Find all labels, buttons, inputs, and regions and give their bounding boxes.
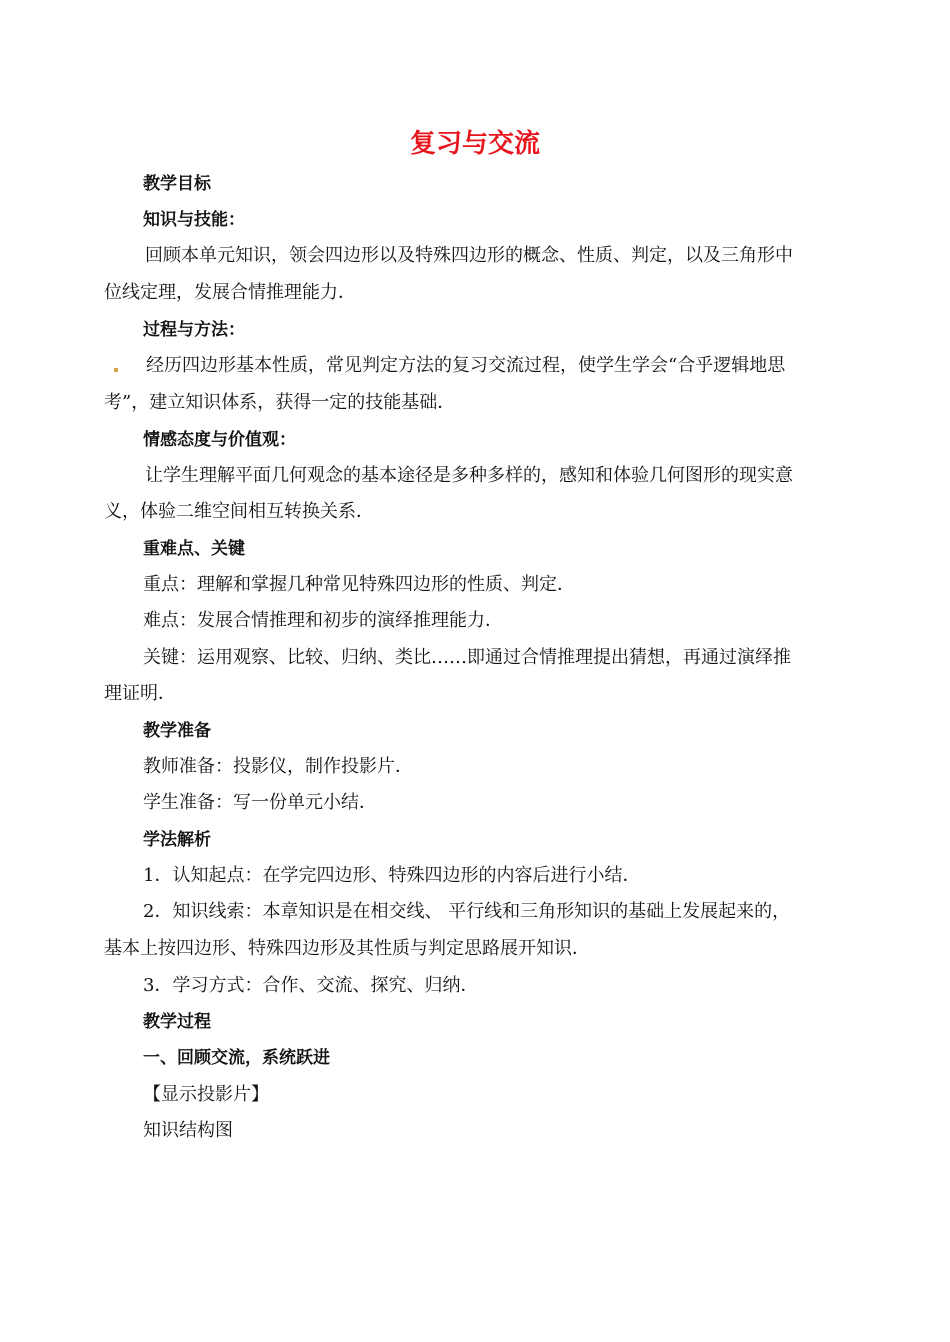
- method-item-2-line-1: 2．知识线索：本章知识是在相交线、 平行线和三角形知识的基础上发展起来的，: [143, 901, 791, 922]
- method-item-3: 3．学习方式：合作、交流、探究、归纳．: [143, 975, 479, 996]
- difficult-point: 难点：发展合情推理和初步的演绎推理能力．: [143, 610, 503, 631]
- emotion-paragraph-line-1: 让学生理解平面几何观念的基本途径是多种多样的，感知和体验几何图形的现实意: [145, 465, 793, 486]
- knowledge-paragraph-line-1: 回顾本单元知识，领会四边形以及特殊四边形的概念、性质、判定，以及三角形中: [145, 245, 793, 266]
- emotion-paragraph-line-2: 义，体验二维空间相互转换关系．: [104, 501, 374, 522]
- page-title: 复习与交流: [409, 129, 540, 159]
- prep-heading: 教学准备: [143, 721, 211, 741]
- key-point: 重点：理解和掌握几种常见特殊四边形的性质、判定．: [143, 574, 575, 595]
- stray-mark: [114, 368, 118, 372]
- step-1-heading: 一、回顾交流，系统跃进: [143, 1048, 330, 1068]
- emotion-heading: 情感态度与价值观：: [143, 430, 296, 450]
- teaching-process-heading: 教学过程: [143, 1012, 211, 1032]
- student-prep: 学生准备：写一份单元小结．: [143, 792, 377, 813]
- knowledge-map-label: 知识结构图: [143, 1120, 233, 1141]
- show-slide-label: 【显示投影片】: [143, 1084, 269, 1105]
- knowledge-paragraph-line-2: 位线定理，发展合情推理能力．: [104, 282, 356, 303]
- teacher-prep: 教师准备：投影仪，制作投影片．: [143, 756, 413, 777]
- process-paragraph-line-1: 经历四边形基本性质，常见判定方法的复习交流过程，使学生学会“合乎逻辑地思: [146, 355, 786, 376]
- process-paragraph-line-2: 考”，建立知识体系，获得一定的技能基础．: [104, 392, 456, 413]
- keypoints-heading: 重难点、关键: [143, 539, 245, 559]
- process-heading: 过程与方法：: [143, 320, 245, 340]
- crux-line-1: 关键：运用观察、比较、归纳、类比……即通过合情推理提出猜想，再通过演绎推: [143, 647, 791, 668]
- knowledge-heading: 知识与技能：: [143, 210, 245, 230]
- method-item-1: 1．认知起点：在学完四边形、特殊四边形的内容后进行小结．: [143, 865, 641, 886]
- goals-heading: 教学目标: [143, 174, 211, 194]
- crux-line-2: 理证明．: [104, 683, 176, 704]
- method-heading: 学法解析: [143, 830, 211, 850]
- method-item-2-line-2: 基本上按四边形、特殊四边形及其性质与判定思路展开知识．: [104, 938, 590, 959]
